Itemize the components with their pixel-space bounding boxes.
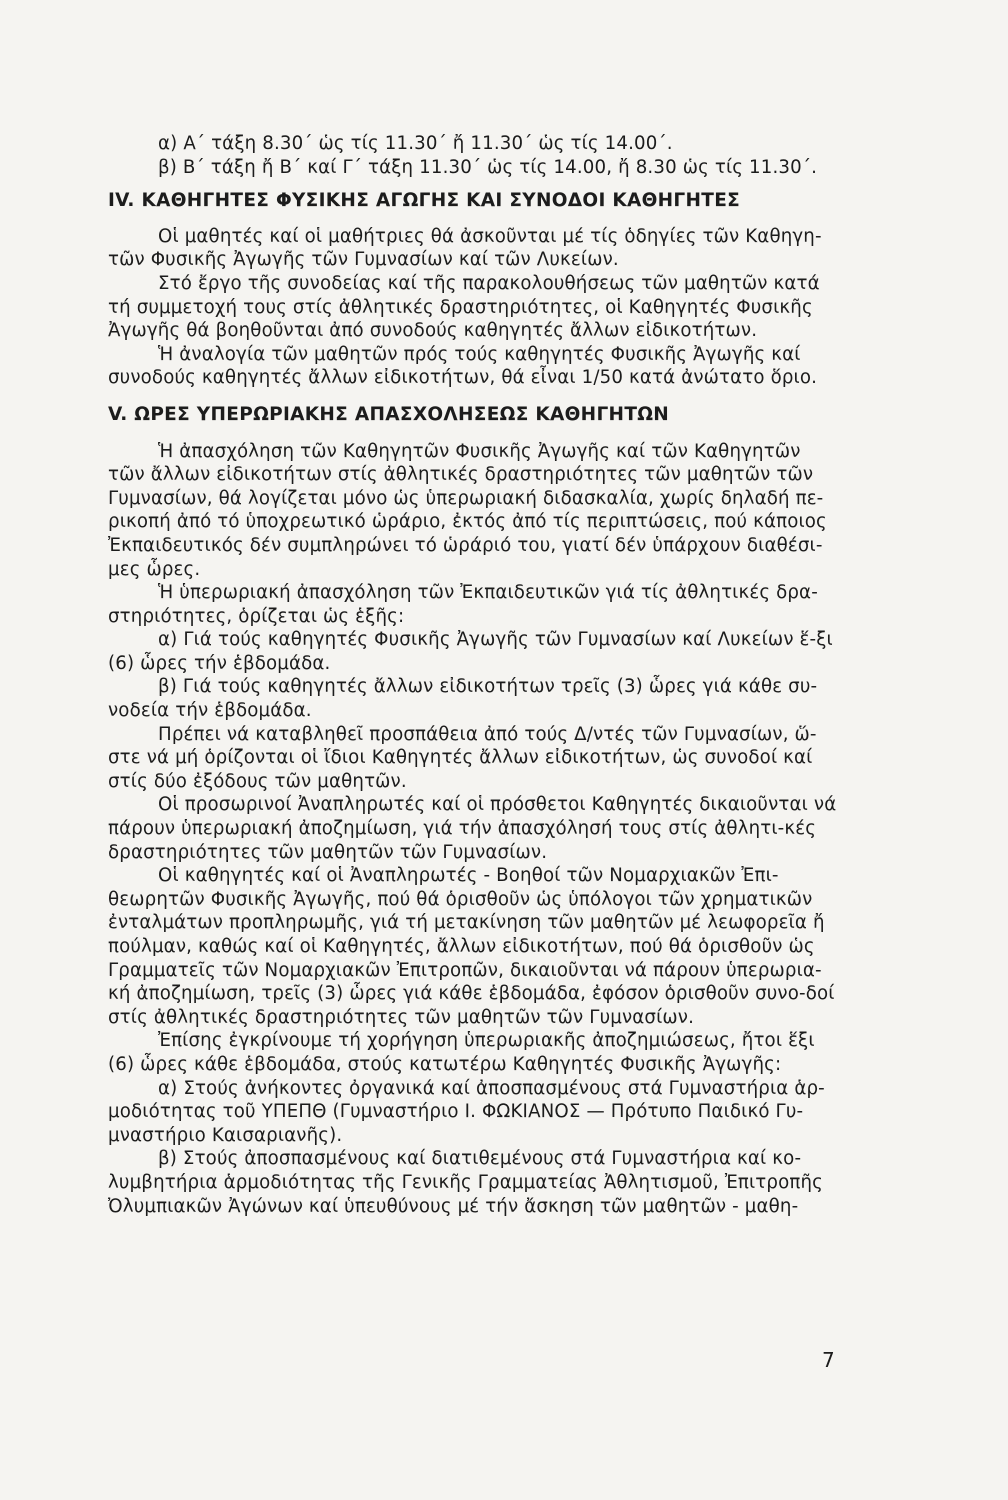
section-5-paragraph: α) Στούς ἀνήκοντες ὀργανικά καί ἀποσπασμένους στά Γυμναστήρια ἁρ-μοδιότητας τοῦ ΥΠΕΠΘ (Γυμναστήριο Ι. ΦΩΚΙΑΝΟΣ — Πρότυπο Παιδικό Γυ-μναστήριο Καισαριανῆς). — [108, 1077, 825, 1146]
section-5-paragraph: β) Στούς ἀποσπασμένους καί διατιθεμένους στά Γυμναστήρια καί κο-λυμβητήρια ἁρμοδιότητας τῆς Γενικῆς Γραμματείας Ἀθλητισμοῦ, Ἐπιτροπῆς Ὀλυμπιακῶν Ἀγώνων καί ὑπευθύνους μέ τήν ἄσκηση τῶν μαθητῶν - μαθη- — [108, 1148, 823, 1217]
section-4-heading: IV. ΚΑΘΗΓΗΤΕΣ ΦΥΣΙΚΗΣ ΑΓΩΓΗΣ ΚΑΙ ΣΥΝΟΔΟΙ ΚΑΘΗΓΗΤΕΣ — [108, 190, 741, 212]
section-4-paragraph: Στό ἔργο τῆς συνοδείας καί τῆς παρακολουθήσεως τῶν μαθητῶν κατά τή συμμετοχή τους στίς ἀθλητικές δραστηριότητες, οἱ Καθηγητές Φυσικῆς Ἀγωγῆς θά βοηθοῦνται ἀπό συνοδούς καθηγητές ἄλλων εἰδικοτήτων. — [108, 272, 820, 342]
section-5-paragraph: α) Γιά τούς καθηγητές Φυσικῆς Ἀγωγῆς τῶν Γυμνασίων καί Λυκείων ἕ-ξι (6) ὧρες τήν ἑβδομάδα. — [108, 629, 833, 674]
section-5-heading: V. ΩΡΕΣ ΥΠΕΡΩΡΙΑΚΗΣ ΑΠΑΣΧΟΛΗΣΕΩΣ ΚΑΘΗΓΗΤΩΝ — [108, 403, 670, 425]
section-4-paragraph: Οἱ μαθητές καί οἱ μαθήτριες θά ἀσκοῦνται μέ τίς ὁδηγίες τῶν Καθηγη-τῶν Φυσικῆς Ἀγωγῆς τῶν Γυμνασίων καί τῶν Λυκείων. — [108, 225, 822, 271]
section-5-paragraph: Ἡ ἀπασχόληση τῶν Καθηγητῶν Φυσικῆς Ἀγωγῆς καί τῶν Καθηγητῶν τῶν ἄλλων εἰδικοτήτων στίς ἀθλητικές δραστηριότητες τῶν μαθητῶν τῶν Γυμνασίων, θά λογίζεται μόνο ὡς ὑπερωριακή διδασκαλία, χωρίς δηλαδή πε-ρικοπή ἀπό τό ὑποχρεωτικό ὡράριο, ἐκτός ἀπό τίς περιπτώσεις, πού κάποιος Ἐκπαιδευτικός δέν συμπληρώνει τό ὡράριό του, γιατί δέν ὑπάρχουν διαθέσι-μες ὧρες. — [108, 440, 827, 580]
section-4-paragraph: Ἡ ἀναλογία τῶν μαθητῶν πρός τούς καθηγητές Φυσικῆς Ἀγωγῆς καί συνοδούς καθηγητές ἄλλων εἰδικοτήτων, θά εἶναι 1/50 κατά ἀνώτατο ὅριο. — [108, 343, 818, 389]
section-5-paragraph: Ἐπίσης ἐγκρίνουμε τή χορήγηση ὑπερωριακῆς ἀποζημιώσεως, ἤτοι ἕξι (6) ὧρες κάθε ἑβδομάδα, στούς κατωτέρω Καθηγητές Φυσικῆς Ἀγωγῆς: — [108, 1030, 815, 1075]
section-5-paragraph: Οἱ προσωρινοί Ἀναπληρωτές καί οἱ πρόσθετοι Καθηγητές δικαιοῦνται νά πάρουν ὑπερωριακή ἀποζημίωση, γιά τήν ἀπασχόλησή τους στίς ἀθλητι-κές δραστηριότητες τῶν μαθητῶν τῶν Γυμνασίων. — [108, 794, 837, 863]
intro-line-b: β) Β΄ τάξη ἤ Β΄ καί Γ΄ τάξη 11.30΄ ὡς τίς 14.00, ἤ 8.30 ὡς τίς 11.30΄. — [158, 156, 818, 178]
page-number: 7 — [822, 1348, 835, 1372]
intro-line-a: α) Α΄ τάξη 8.30΄ ὡς τίς 11.30΄ ἤ 11.30΄ ὡς τίς 14.00΄. — [158, 133, 673, 154]
section-5-paragraph: Ἡ ὑπερωριακή ἀπασχόληση τῶν Ἐκπαιδευτικῶν γιά τίς ἀθλητικές δρα-στηριότητες, ὁρίζεται ὡς ἑξῆς: — [108, 582, 818, 627]
section-5-paragraph: Οἱ καθηγητές καί οἱ Ἀναπληρωτές - Βοηθοί τῶν Νομαρχιακῶν Ἐπι-θεωρητῶν Φυσικῆς Ἀγωγῆς, πού θά ὁρισθοῦν ὡς ὑπόλογοι τῶν χρηματικῶν ἐνταλμάτων προπληρωμῆς, γιά τή μετακίνηση τῶν μαθητῶν μέ λεωφορεῖα ἤ πούλμαν, καθώς καί οἱ Καθηγητές, ἄλλων εἰδικοτήτων, πού θά ὁρισθοῦν ὡς Γραμματεῖς τῶν Νομαρχιακῶν Ἐπιτροπῶν, δικαιοῦνται νά πάρουν ὑπερωρια-κή ἀποζημίωση, τρεῖς (3) ὧρες γιά κάθε ἑβδομάδα, ἐφόσον ὁρισθοῦν συνο-δοί στίς ἀθλητικές δραστηριότητες τῶν μαθητῶν τῶν Γυμνασίων. — [108, 865, 835, 1028]
page-content — [108, 132, 838, 1218]
section-5-paragraph: β) Γιά τούς καθηγητές ἄλλων εἰδικοτήτων τρεῖς (3) ὧρες γιά κάθε συ-νοδεία τήν ἑβδομάδα. — [108, 676, 818, 722]
section-5-paragraph: Πρέπει νά καταβληθεῖ προσπάθεια ἀπό τούς Δ/ντές τῶν Γυμνασίων, ὥ-στε νά μή ὁρίζονται οἱ ἴδιοι Καθηγητές ἄλλων εἰδικοτήτων, ὡς συνοδοί καί στίς δύο ἐξόδους τῶν μαθητῶν. — [108, 723, 817, 792]
